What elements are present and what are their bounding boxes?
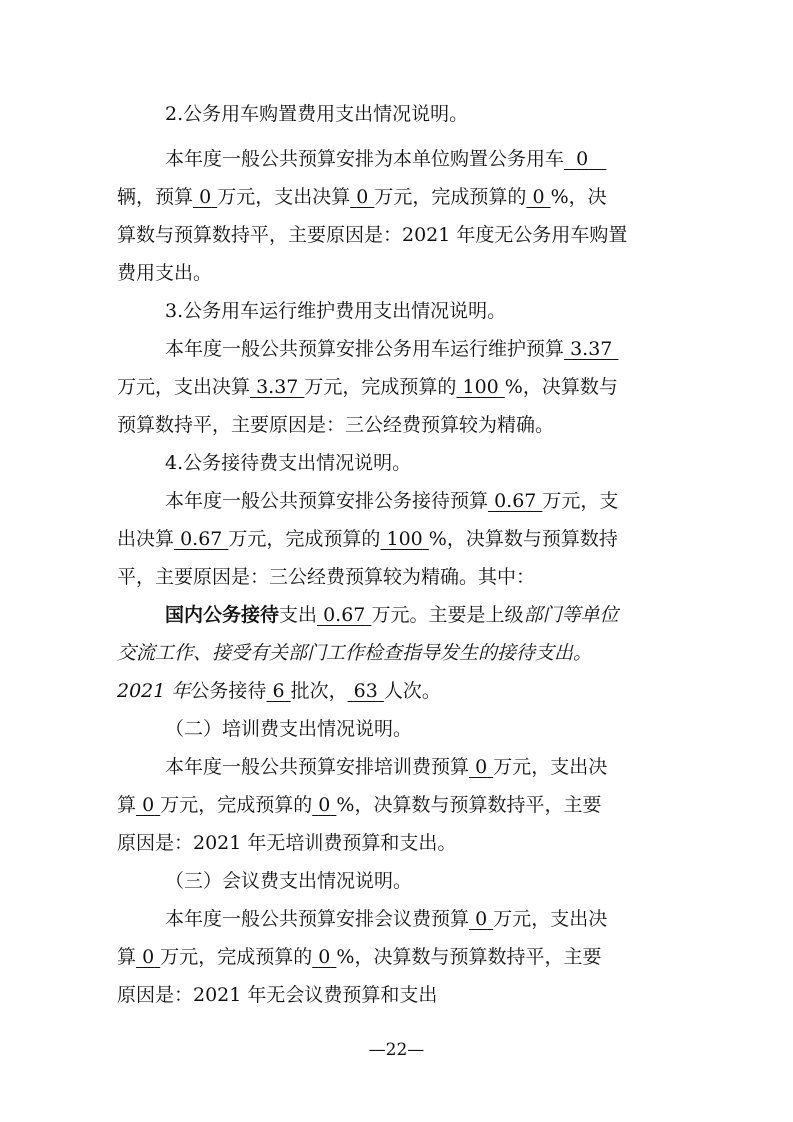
value-budget: 0	[199, 186, 212, 208]
section-2-line-3: 算数与预算数持平，主要原因是：2021 年度无公务用车购置	[117, 224, 628, 246]
section-4-line-2: 出决算 0.67 万元，完成预算的 100 %，决算数与预算数持	[117, 528, 618, 550]
section-2-heading: 2.公务用车购置费用支出情况说明。	[165, 103, 469, 125]
value-budget: 0	[475, 756, 488, 778]
value-domestic: 0.67	[323, 604, 366, 626]
value-pct: 100	[462, 376, 499, 398]
value-budget: 0	[475, 908, 488, 930]
training-line-3: 原因是：2021 年无培训费预算和支出。	[117, 832, 457, 854]
meeting-heading: （三）会议费支出情况说明。	[165, 870, 413, 892]
meeting-line-2: 算 0 万元，完成预算的 0 %，决算数与预算数持平，主要	[117, 946, 602, 968]
domestic-reception-line: 国内公务接待支出 0.67 万元。主要是上级部门等单位	[165, 604, 619, 626]
meeting-line-1: 本年度一般公共预算安排会议费预算 0 万元，支出决	[165, 908, 608, 930]
value-budget: 3.37	[570, 338, 613, 360]
value-pct: 0	[318, 794, 331, 816]
training-heading: （二）培训费支出情况说明。	[165, 718, 413, 740]
section-3-heading: 3.公务用车运行维护费用支出情况说明。	[165, 300, 507, 322]
value-pct: 100	[386, 528, 423, 550]
section-4-heading: 4.公务接待费支出情况说明。	[165, 452, 412, 474]
value-cars: 0	[576, 148, 589, 170]
value-budget: 0.67	[494, 490, 537, 512]
value-batches: 6	[272, 680, 285, 702]
domestic-reception-label: 国内公务接待	[165, 604, 280, 626]
value-people: 63	[353, 680, 378, 702]
section-2-line-4: 费用支出。	[117, 262, 213, 284]
training-line-2: 算 0 万元，完成预算的 0 %，决算数与预算数持平，主要	[117, 794, 602, 816]
text: 本年度一般公共预算安排为本单位购置公务用车	[165, 148, 565, 170]
meeting-line-3: 原因是：2021 年无会议费预算和支出	[117, 984, 438, 1006]
page-number: —22—	[368, 1040, 425, 1060]
training-line-1: 本年度一般公共预算安排培训费预算 0 万元，支出决	[165, 756, 608, 778]
section-3-line-2: 万元，支出决算 3.37 万元，完成预算的 100 %，决算数与	[117, 376, 618, 398]
value-final: 0	[356, 186, 369, 208]
section-4-line-1: 本年度一般公共预算安排公务接待预算 0.67 万元，支	[165, 490, 619, 512]
value-final: 0	[142, 946, 155, 968]
value-final: 3.37	[256, 376, 299, 398]
section-4-line-5: 交流工作、接受有关部门工作检查指导发生的接待支出。	[117, 642, 593, 664]
section-2-line-1	[165, 145, 606, 173]
section-2-line-2: 辆，预算 0 万元，支出决算 0 万元，完成预算的 0 %，决	[117, 186, 607, 208]
section-3-line-3: 预算数持平，主要原因是：三公经费预算较为精确。	[117, 414, 555, 436]
section-3-line-1: 本年度一般公共预算安排公务用车运行维护预算 3.37	[165, 335, 618, 363]
section-4-line-6: 2021 年公务接待 6 批次， 63 人次。	[117, 680, 441, 702]
section-4-line-3: 平，主要原因是：三公经费预算较为精确。其中：	[117, 566, 536, 588]
value-final: 0	[142, 794, 155, 816]
value-pct: 0	[318, 946, 331, 968]
value-final: 0.67	[180, 528, 223, 550]
value-pct: 0	[532, 186, 545, 208]
